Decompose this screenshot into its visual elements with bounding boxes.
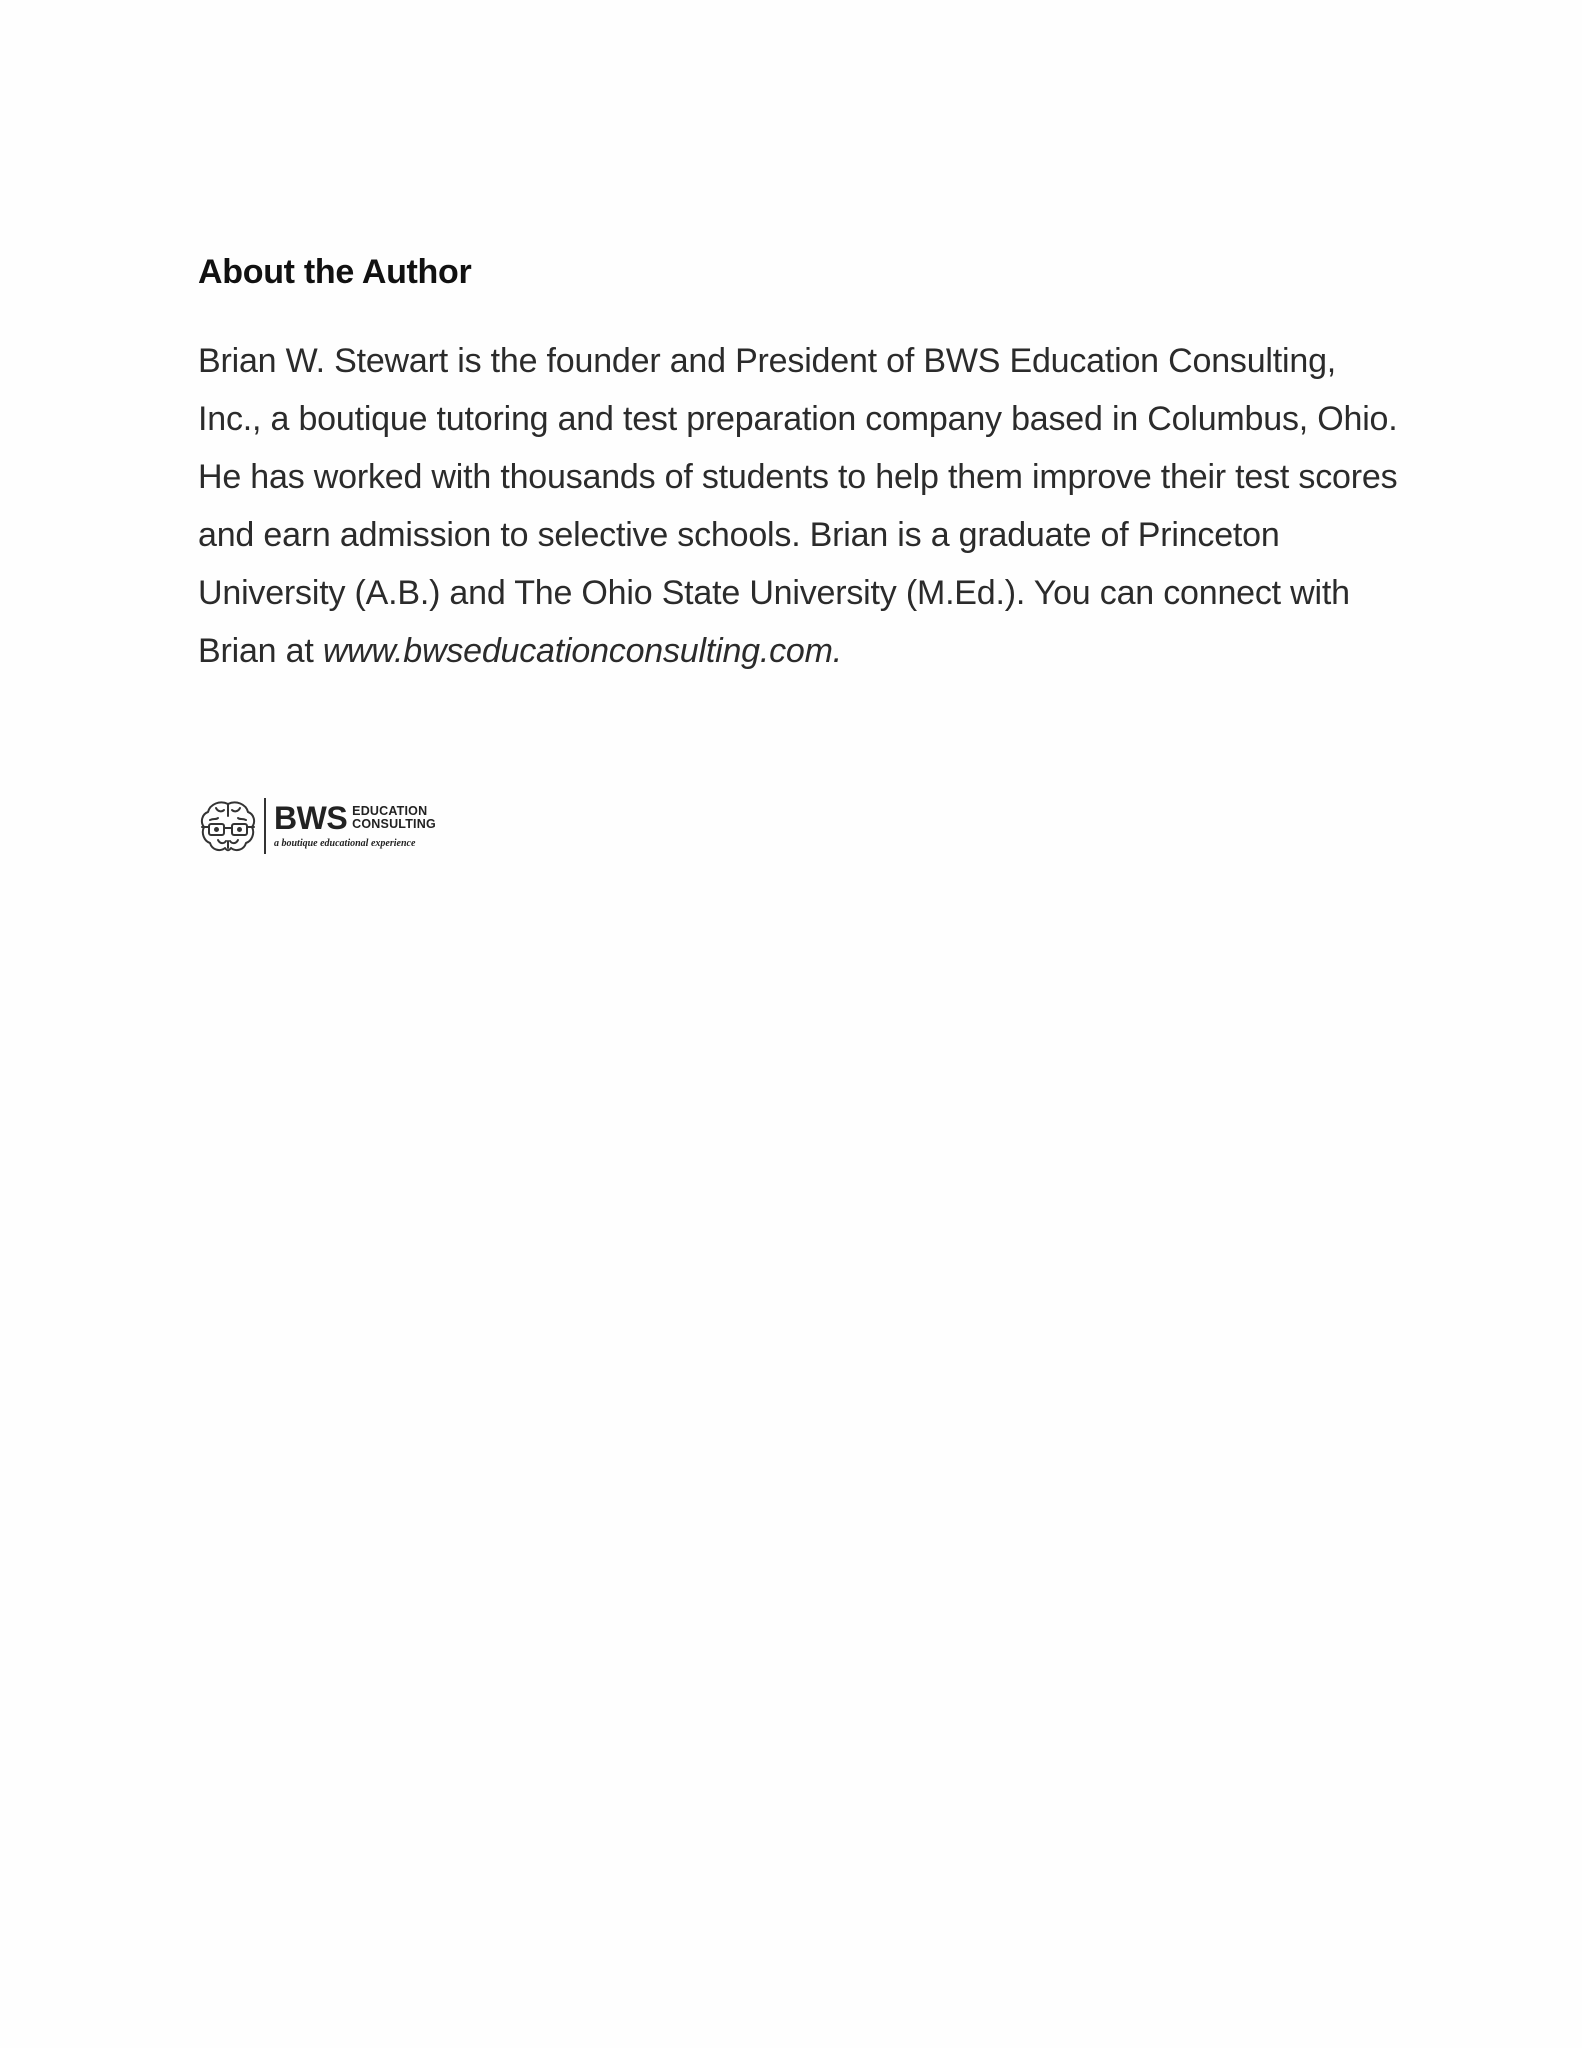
section-heading: About the Author xyxy=(198,253,472,291)
logo-line-1: EDUCATION xyxy=(352,804,428,818)
logo-divider xyxy=(264,798,266,854)
company-logo xyxy=(198,796,436,856)
logo-tagline: a boutique educational experience xyxy=(274,838,416,849)
website-link: www.bwseducationconsulting.com. xyxy=(322,632,843,670)
author-bio xyxy=(198,332,1398,680)
author-section xyxy=(198,248,1398,680)
logo-wordmark xyxy=(274,801,436,851)
bio-text: Brian W. Stewart is the founder and President of BWS Education Consulting, Inc., a boutique tutoring and test preparation company based in Columbus, Ohio. He has worked with thousands of students to help them improve their test scores and earn admission to selective schools. Brian is a graduate of Princeton University (A.B.) and The Ohio State University (M.Ed.). You can connect with Brian at xyxy=(198,342,1398,670)
logo-line-2: CONSULTING xyxy=(352,817,436,831)
logo-title-row xyxy=(274,801,436,835)
brain-with-glasses-icon xyxy=(198,796,258,856)
logo-subtitle xyxy=(352,805,436,831)
logo-name: BWS xyxy=(274,800,348,836)
